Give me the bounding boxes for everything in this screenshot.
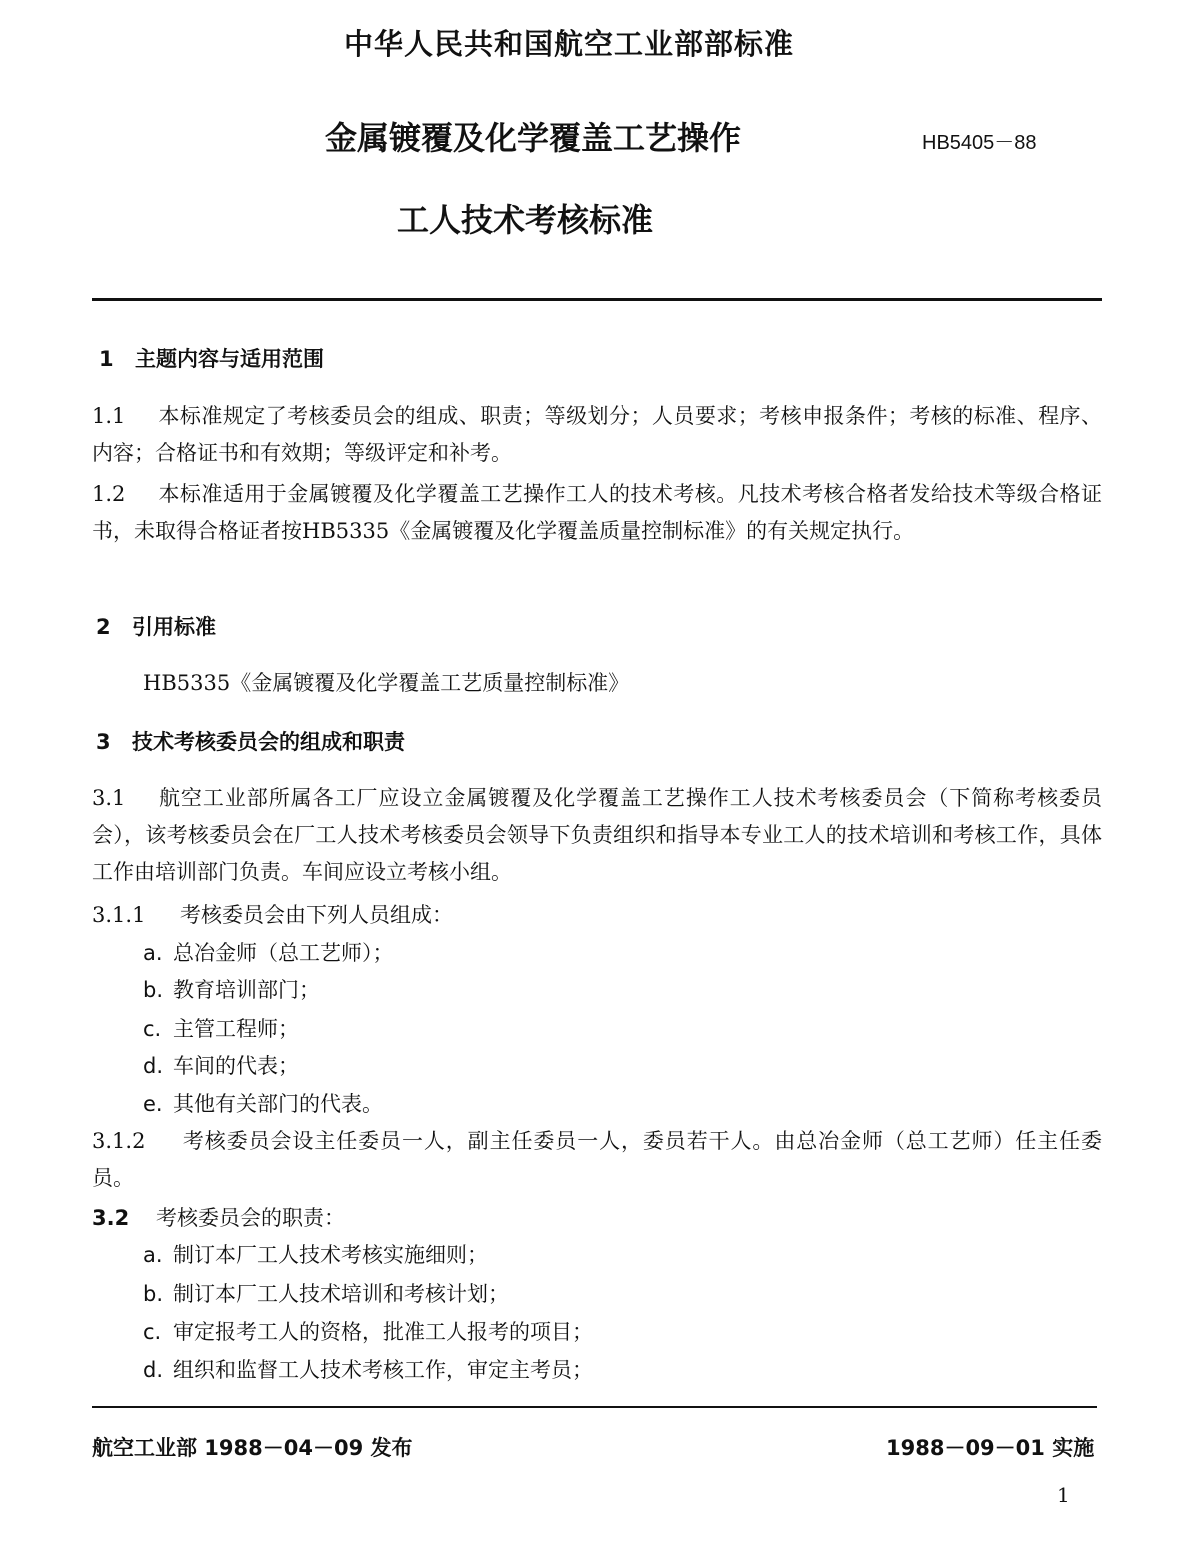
clause-3-1-1 <box>92 899 453 929</box>
duty-label: c. <box>143 1320 162 1344</box>
clause-1-1-text: 本标准规定了考核委员会的组成、职责；等级划分；人员要求；考核申报条件；考核的标准、程序、内容；合格证书和有效期；等级评定和补考。 <box>92 404 1102 465</box>
section-2-number: 2 <box>96 615 111 639</box>
issue-date: 航空工业部 1988－04－09 发布 <box>92 1436 413 1460</box>
clause-1-1-number: 1.1 <box>92 404 126 428</box>
section-3-title: 技术考核委员会的组成和职责 <box>132 730 405 754</box>
member-text: 总冶金师（总工艺师）； <box>173 941 394 965</box>
section-3-heading <box>96 726 405 756</box>
clause-3-1-2-text: 考核委员会设主任委员一人，副主任委员一人，委员若干人。由总冶金师（总工艺师）任主任委员。 <box>92 1129 1102 1190</box>
duty-item <box>143 1239 488 1269</box>
clause-3-1-number: 3.1 <box>92 786 126 810</box>
member-item <box>143 1088 383 1118</box>
member-label: a. <box>143 941 163 965</box>
doc-title-line2: 工人技术考核标准 <box>397 201 654 239</box>
member-item <box>143 1013 299 1043</box>
section-3-number: 3 <box>96 730 111 754</box>
issuing-authority: 中华人民共和国航空工业部部标准 <box>343 27 794 61</box>
clause-3-1-2-number: 3.1.2 <box>92 1129 146 1153</box>
clause-3-1-1-text: 考核委员会由下列人员组成： <box>180 903 453 927</box>
duty-item <box>143 1354 593 1384</box>
duty-text: 审定报考工人的资格，批准工人报考的项目； <box>173 1320 593 1344</box>
member-label: e. <box>143 1092 163 1116</box>
member-text: 主管工程师； <box>173 1017 299 1041</box>
footer-rule <box>92 1406 1097 1408</box>
section-2-heading <box>96 611 216 641</box>
page-number: 1 <box>1057 1483 1070 1507</box>
duty-label: a. <box>143 1243 163 1267</box>
header-rule <box>92 298 1102 301</box>
clause-3-2-number: 3.2 <box>92 1206 130 1230</box>
effective-date: 1988－09－01 实施 <box>886 1436 1095 1460</box>
clause-3-2 <box>92 1202 345 1232</box>
duty-text: 制订本厂工人技术考核实施细则； <box>173 1243 488 1267</box>
section-1-number: 1 <box>99 347 114 371</box>
member-label: b. <box>143 978 164 1002</box>
section-2-title: 引用标准 <box>132 615 216 639</box>
duty-text: 组织和监督工人技术考核工作，审定主考员； <box>173 1358 593 1382</box>
section-1-heading <box>99 343 324 373</box>
clause-1-2 <box>92 476 1102 550</box>
clause-3-1-text: 航空工业部所属各工厂应设立金属镀覆及化学覆盖工艺操作工人技术考核委员会（下简称考核委员会），该考核委员会在厂工人技术考核委员会领导下负责组织和指导本专业工人的技术培训和考核工作，具体工作由培训部门负责。车间应设立考核小组。 <box>92 786 1102 884</box>
clause-1-1 <box>92 398 1102 472</box>
member-item <box>143 937 394 967</box>
member-text: 车间的代表； <box>173 1054 299 1078</box>
clause-3-1-1-number: 3.1.1 <box>92 903 146 927</box>
member-item <box>143 1050 299 1080</box>
duty-item <box>143 1316 593 1346</box>
section-1-title: 主题内容与适用范围 <box>135 347 324 371</box>
duty-text: 制订本厂工人技术培训和考核计划； <box>173 1282 509 1306</box>
standard-code: HB5405－88 <box>922 132 1037 154</box>
duty-label: b. <box>143 1282 164 1306</box>
member-text: 其他有关部门的代表。 <box>173 1092 383 1116</box>
referenced-standard: HB5335《金属镀覆及化学覆盖工艺质量控制标准》 <box>143 671 630 695</box>
clause-1-2-text: 本标准适用于金属镀覆及化学覆盖工艺操作工人的技术考核。凡技术考核合格者发给技术等级合格证书，未取得合格证者按HB5335《金属镀覆及化学覆盖质量控制标准》的有关规定执行。 <box>92 482 1102 543</box>
duty-label: d. <box>143 1358 164 1382</box>
doc-title-line1: 金属镀覆及化学覆盖工艺操作 <box>325 119 742 157</box>
clause-3-1-2 <box>92 1123 1102 1197</box>
member-item <box>143 974 320 1004</box>
clause-1-2-number: 1.2 <box>92 482 126 506</box>
member-text: 教育培训部门； <box>173 978 320 1002</box>
clause-3-2-text: 考核委员会的职责： <box>156 1206 345 1230</box>
member-label: c. <box>143 1017 162 1041</box>
clause-3-1 <box>92 780 1102 891</box>
duty-item <box>143 1278 509 1308</box>
member-label: d. <box>143 1054 164 1078</box>
